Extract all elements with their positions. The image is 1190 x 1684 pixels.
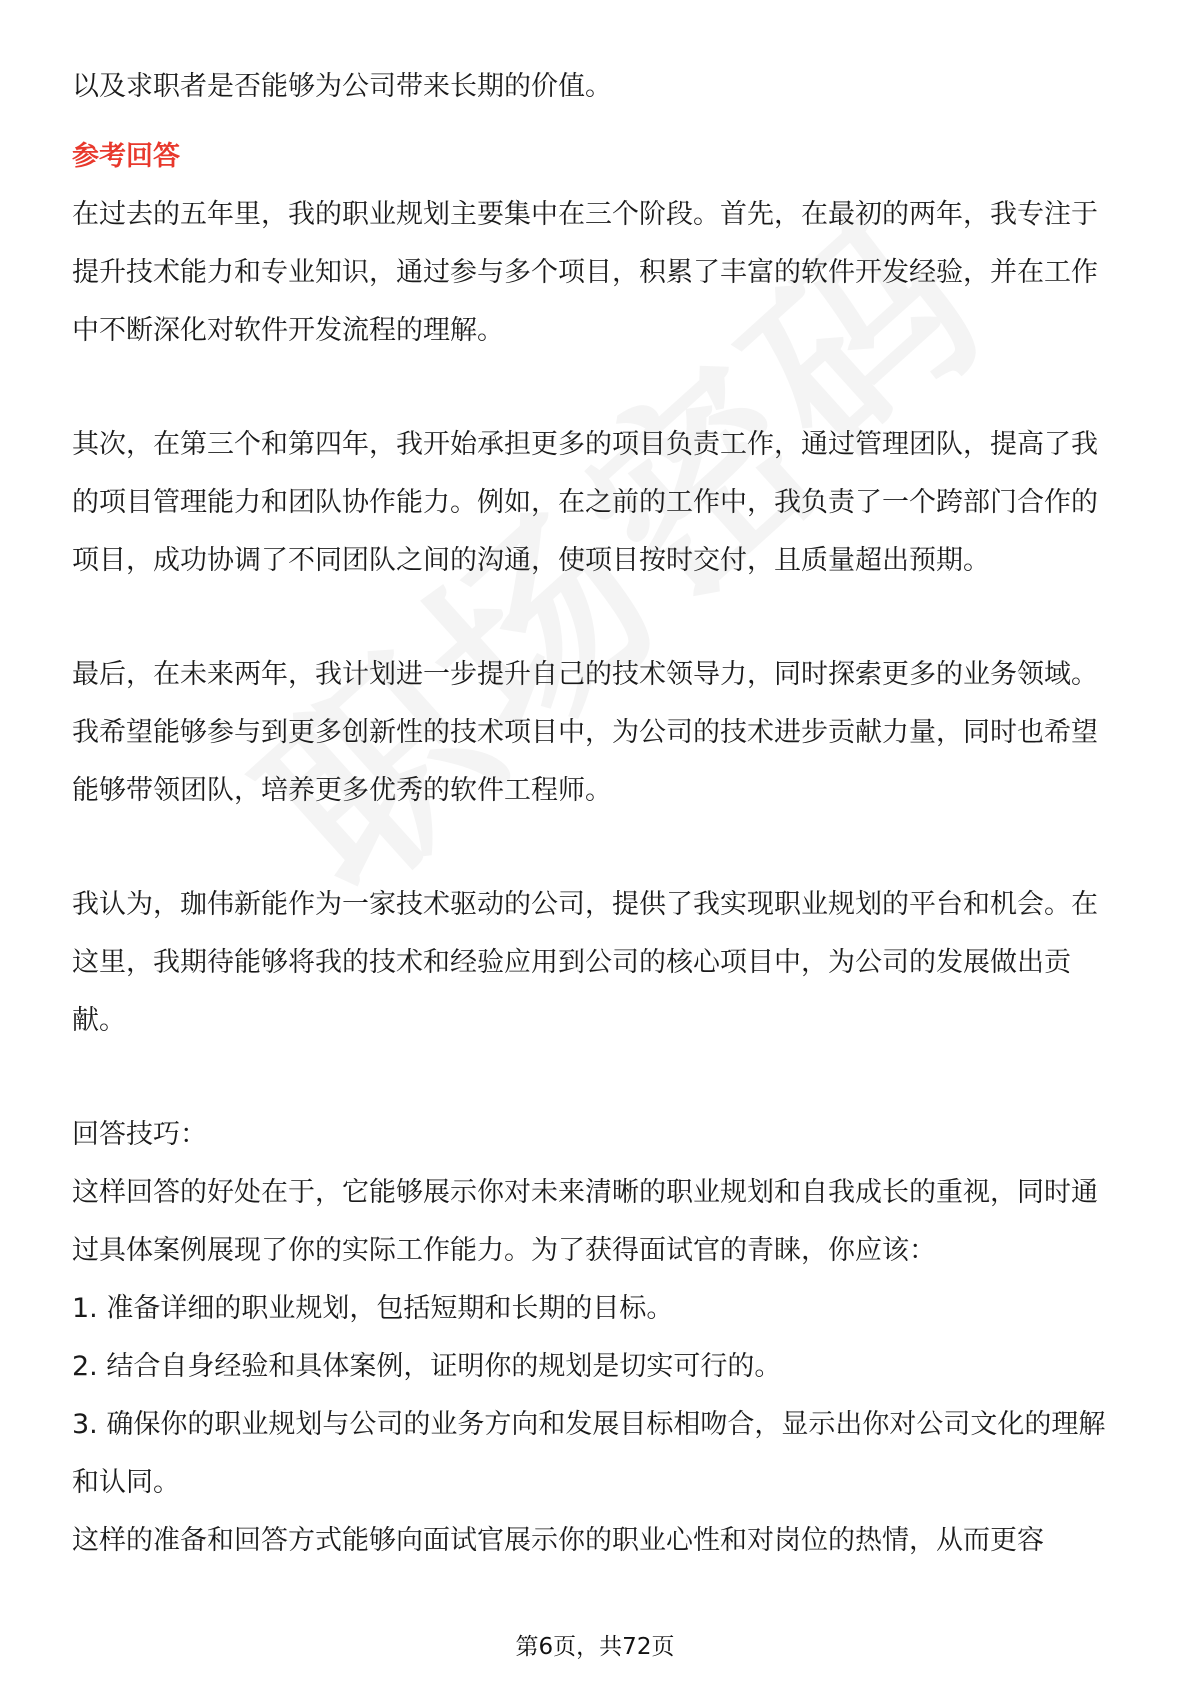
answer-heading: 参考回答 (72, 141, 180, 172)
answer-paragraph: 我认为，珈伟新能作为一家技术驱动的公司，提供了我实现职业规划的平台和机会。在这里，我期待能够将我的技术和经验应用到公司的核心项目中，为公司的发展做出贡献。 (72, 889, 1098, 1036)
paragraph-gap (72, 820, 1122, 876)
paragraph-gap (72, 360, 1122, 416)
answer-paragraph: 其次，在第三个和第四年，我开始承担更多的项目负责工作，通过管理团队，提高了我的项目管理能力和团队协作能力。例如，在之前的工作中，我负责了一个跨部门合作的项目，成功协调了不同团队之间的沟通，使项目按时交付，且质量超出预期。 (72, 429, 1098, 576)
tips-item: 2. 结合自身经验和具体案例，证明你的规划是切实可行的。 (72, 1351, 782, 1382)
answer-paragraph: 在过去的五年里，我的职业规划主要集中在三个阶段。首先，在最初的两年，我专注于提升技术能力和专业知识，通过参与多个项目，积累了丰富的软件开发经验，并在工作中不断深化对软件开发流程的理解。 (72, 199, 1098, 346)
paragraph-gap (72, 1050, 1122, 1106)
document-body (72, 58, 1122, 1570)
tips-heading: 回答技巧： (72, 1119, 207, 1150)
page-number: 第6页，共72页 (515, 1634, 675, 1660)
closing-line: 这样的准备和回答方式能够向面试官展示你的职业心性和对岗位的热情，从而更容 (72, 1525, 1044, 1556)
lead-line: 以及求职者是否能够为公司带来长期的价值。 (72, 71, 612, 102)
tips-intro: 这样回答的好处在于，它能够展示你对未来清晰的职业规划和自我成长的重视，同时通过具体案例展现了你的实际工作能力。为了获得面试官的青睐，你应该： (72, 1177, 1098, 1266)
answer-paragraph: 最后，在未来两年，我计划进一步提升自己的技术领导力，同时探索更多的业务领域。我希望能够参与到更多创新性的技术项目中，为公司的技术进步贡献力量，同时也希望能够带领团队，培养更多优秀的软件工程师。 (72, 659, 1098, 806)
tips-item: 3. 确保你的职业规划与公司的业务方向和发展目标相吻合，显示出你对公司文化的理解和认同。 (72, 1409, 1106, 1498)
tips-item: 1. 准备详细的职业规划，包括短期和长期的目标。 (72, 1293, 674, 1324)
paragraph-gap (72, 590, 1122, 646)
